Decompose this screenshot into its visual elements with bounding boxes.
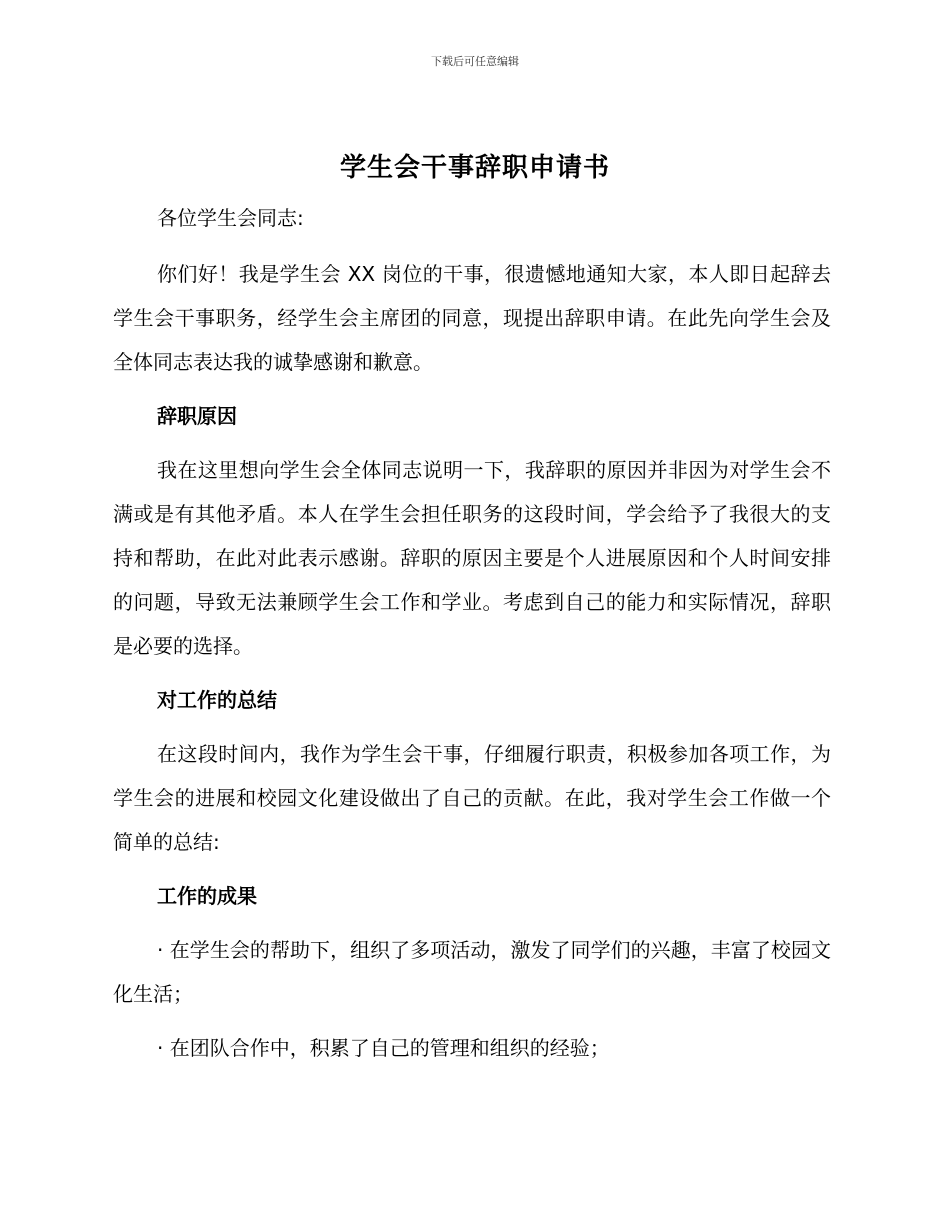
document-body — [113, 196, 831, 1080]
result-bullet-1: · 在学生会的帮助下，组织了多项活动，激发了同学们的兴趣，丰富了校园文化生活； — [113, 938, 831, 1006]
reason-paragraph: 我在这里想向学生会全体同志说明一下，我辞职的原因并非因为对学生会不满或是有其他矛盾。本人在学生会担任职务的这段时间，学会给予了我很大的支持和帮助，在此对此表示感谢。辞职的原因主要是个人进展原因和个人时间安排的问题，导致无法兼顾学生会工作和学业。考虑到自己的能力和实际情况，辞职是必要的选择。 — [113, 458, 831, 658]
intro-paragraph: 你们好！我是学生会 XX 岗位的干事，很遗憾地通知大家，本人即日起辞去学生会干事职务，经学生会主席团的同意，现提出辞职申请。在此先向学生会及全体同志表达我的诚挚感谢和歉意。 — [113, 262, 831, 374]
page-header-note: 下载后可任意编辑 — [431, 55, 519, 68]
result-bullet-2: · 在团队合作中，积累了自己的管理和组织的经验； — [157, 1036, 610, 1060]
section-heading-reason: 辞职原因 — [157, 404, 237, 428]
salutation: 各位学生会同志: — [157, 206, 304, 230]
section-heading-results: 工作的成果 — [157, 884, 257, 908]
summary-paragraph: 在这段时间内，我作为学生会干事，仔细履行职责，积极参加各项工作，为学生会的进展和校园文化建设做出了自己的贡献。在此，我对学生会工作做一个简单的总结: — [113, 742, 831, 854]
section-heading-summary: 对工作的总结 — [157, 688, 277, 712]
document-title: 学生会干事辞职申请书 — [339, 153, 610, 183]
